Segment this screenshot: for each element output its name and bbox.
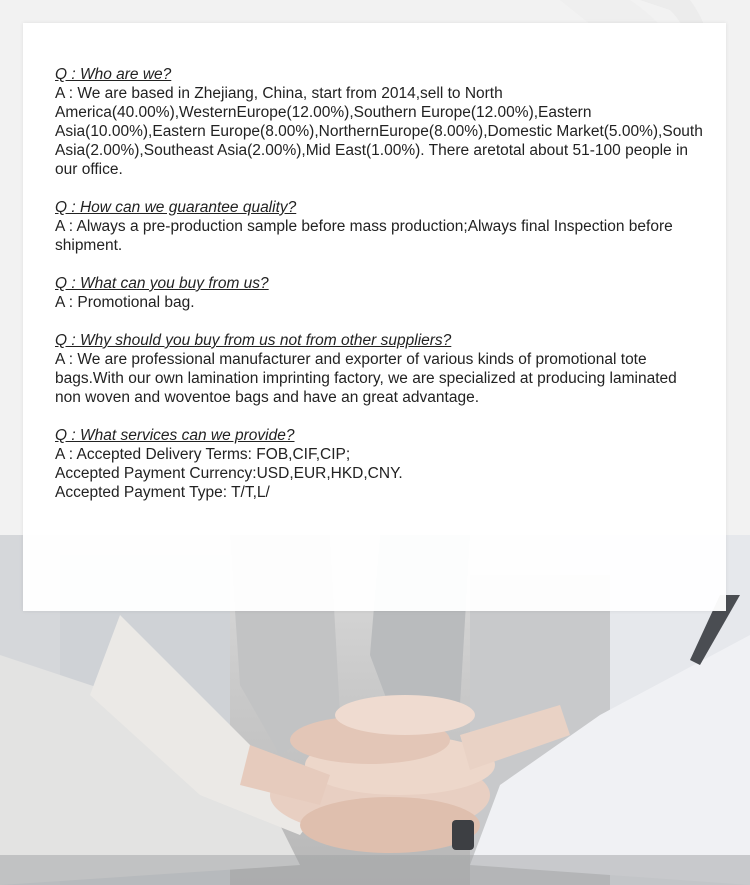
faq-item — [55, 426, 703, 502]
faq-item — [55, 65, 703, 179]
faq-question: Q : How can we guarantee quality? — [55, 199, 297, 216]
faq-question: Q : Why should you buy from us not from other suppliers? — [55, 332, 452, 349]
faq-answer: A : Accepted Delivery Terms: FOB,CIF,CIP; Accepted Payment Currency:USD,EUR,HKD,CNY. Accepted Payment Type: T/T,L/ — [55, 446, 403, 501]
faq-answer: A : Always a pre-production sample before mass production;Always final Inspection before shipment. — [55, 218, 673, 254]
faq-answer: A : We are based in Zhejiang, China, start from 2014,sell to North America(40.00%),WesternEurope(12.00%),Southern Europe(12.00%),Eastern Asia(10.00%),Eastern Europe(8.00%),NorthernEurope(8.00%),Domestic Market(5.00%),South Asia(2.00%),Southeast Asia(2.00%),Mid East(1.00%). There aretotal about 51-100 people in our office. — [55, 85, 703, 178]
faq-question: Q : Who are we? — [55, 66, 172, 83]
faq-question: Q : What can you buy from us? — [55, 275, 269, 292]
faq-item — [55, 331, 703, 407]
faq-card — [23, 23, 726, 611]
faq-answer: A : Promotional bag. — [55, 294, 195, 311]
faq-question: Q : What services can we provide? — [55, 427, 295, 444]
faq-list — [55, 65, 703, 521]
faq-item — [55, 274, 703, 312]
faq-item — [55, 198, 703, 255]
faq-answer: A : We are professional manufacturer and exporter of various kinds of promotional tote bags.With our own lamination imprinting factory, we are specialized at producing laminated non woven and woventoe bags and have an great advantage. — [55, 351, 677, 406]
